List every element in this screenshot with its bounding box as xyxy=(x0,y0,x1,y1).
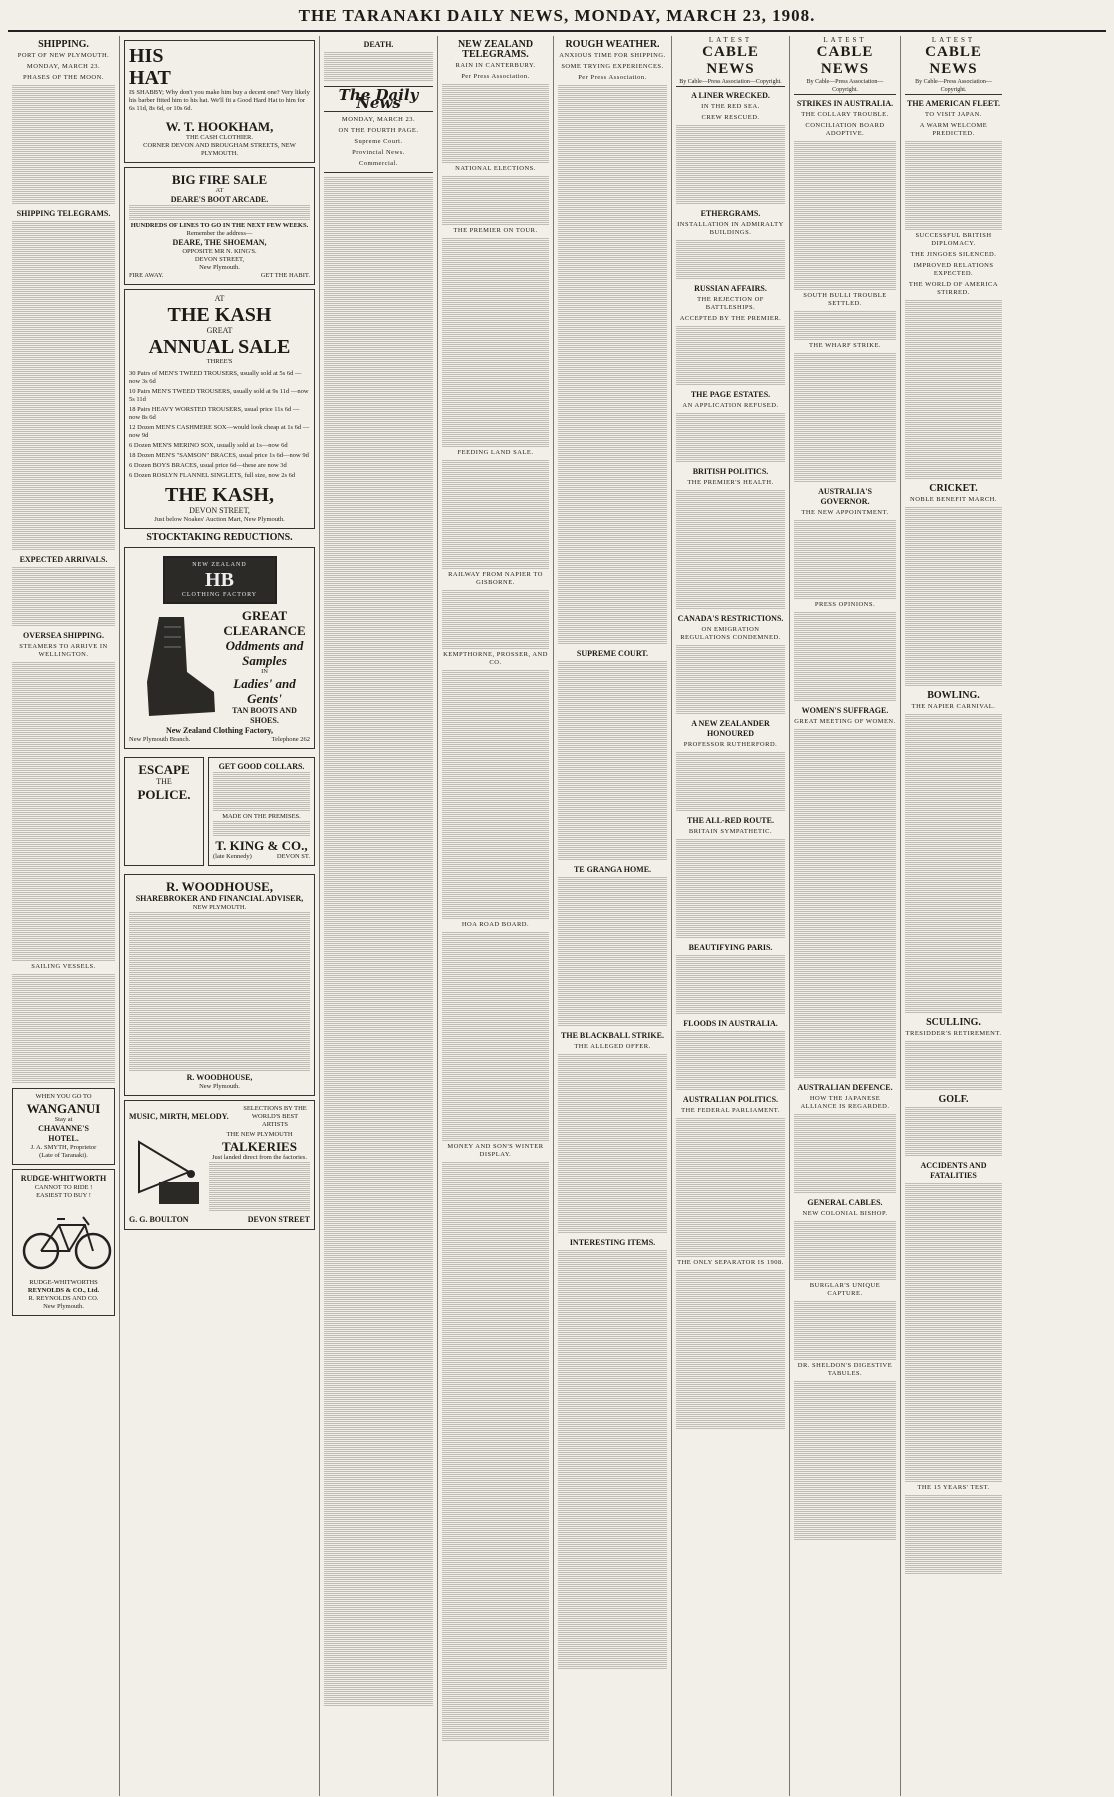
cable-news-header-2: LATEST CABLE NEWS By Cable—Press Association—Copyright. xyxy=(794,36,896,95)
editorial-date: MONDAY, MARCH 23. xyxy=(341,116,416,123)
heading-rough-weather: ROUGH WEATHER. xyxy=(565,39,660,50)
masthead: THE TARANAKI DAILY NEWS, MONDAY, MARCH 23, 1908. xyxy=(8,6,1106,32)
column-nz-telegrams: NEW ZEALAND TELEGRAMS. RAIN IN CANTERBURY. Per Press Association. NATIONAL ELECTIONS. THE PREMIER ON TOUR. FEEDING LAND SALE. RAILWAY FROM NAPIER TO GISBORNE. KEMPTHORNE, PROSSER, AND CO. HOA ROAD BOARD. MONEY AND SON'S WINTER DISPLAY. xyxy=(438,36,554,1796)
port-heading: PORT OF NEW PLYMOUTH. xyxy=(17,52,110,59)
ad-chavannes-hotel: WHEN YOU GO TO WANGANUI Stay at CHAVANNE'S HOTEL. J. A. SMYTH, Proprietor (Late of Taranaki). xyxy=(12,1088,115,1165)
kash-item: 10 Pairs MEN'S TWEED TROUSERS, usually sold at 9s 11d —now 5s 11d xyxy=(129,388,309,403)
fourth-page-heading: ON THE FOURTH PAGE. xyxy=(338,127,419,134)
ad-hookham-hat: HIS HAT IS SHABBY; Why don't you make him buy a decent one? Very likely his barber fitted him to his hat. We'll fit a Good Hard Hat to him for 6s 11d, 8s 6d, or 10s 6d. W. T. HOOKHAM, THE CASH CLOTHIER. CORNER DEVON AND BROUGHAM STREETS, NEW PLYMOUTH. xyxy=(124,40,315,163)
cable-news-header-3: LATEST CABLE NEWS By Cable—Press Association—Copyright. xyxy=(905,36,1002,95)
hb-logo: NEW ZEALAND HB CLOTHING FACTORY xyxy=(163,556,277,604)
bicycle-icon xyxy=(17,1203,117,1273)
kash-item: 30 Pairs of MEN'S TWEED TROUSERS, usually sold at 5s 6d —now 3s 6d xyxy=(129,370,302,385)
cable-news-header-1: LATEST CABLE NEWS By Cable—Press Association—Copyright. xyxy=(676,36,785,87)
column-cable-news-2: LATEST CABLE NEWS By Cable—Press Association—Copyright. STRIKES IN AUSTRALIA. THE COLLARY TROUBLE. CONCILIATION BOARD ADOPTIVE. SOUTH BULLI TROUBLE SETTLED. THE WHARF STRIKE. AUSTRALIA'S GOVERNOR. THE NEW APPOINTMENT. PRESS OPINIONS. WOMEN'S SUFFRAGE. GREAT MEETING OF WOMEN. AUSTRALIAN DEFENCE. HOW THE JAPANESE ALLIANCE IS REGARDED. GENERAL CABLES. NEW COLONIAL BISHOP. BURGLAR'S UNIQUE CAPTURE. DR. SHELDON'S DIGESTIVE TABULES. xyxy=(790,36,901,1796)
daily-news-logo: The Daily News xyxy=(338,86,419,112)
heading-expected-arrivals: EXPECTED ARRIVALS. xyxy=(19,555,108,564)
heading-shipping: SHIPPING. xyxy=(38,39,89,50)
kash-item: 12 Dozen MEN'S CASHMERE SOX—would look cheap at 1s 6d —now 9d xyxy=(129,424,310,439)
ad-the-kash: AT THE KASH GREAT ANNUAL SALE THREE'S 30 Pairs of MEN'S TWEED TROUSERS, usually sold at 5s 6d —now 3s 6d 10 Pairs MEN'S TWEED TROUSERS, usually sold at 9s 11d —now 5s 11d 18 Pairs HEAVY WORSTED TROUSERS, usual price 11s 6d —now 8s 6d 12 Dozen MEN'S CASHMERE SOX—would look cheap at 1s 6d —now 9d 6 Dozen MEN'S MERINO SOX, usually sold at 1s—now 6d 18 Dozen MEN'S "SAMSON" BRACES, usual price 1s 6d—now 9d 6 Dozen BOYS BRACES, usual price 6d—these are now 3d 6 Dozen ROSLYN FLANNEL SINGLETS, full size, now 2s 6d THE KASH, DEVON STREET, Just below Noakes' Auction Mart, New Plymouth. xyxy=(124,289,315,529)
stocktaking-heading: STOCKTAKING REDUCTIONS. xyxy=(146,532,293,543)
kash-item: 6 Dozen MEN'S MERINO SOX, usually sold at 1s—now 6d xyxy=(129,442,288,449)
ad-good-collars: GET GOOD COLLARS. MADE ON THE PREMISES. T. KING & CO., (late Kennedy) DEVON ST. xyxy=(208,757,315,866)
ad-woodhouse: R. WOODHOUSE, SHAREBROKER AND FINANCIAL ADVISER, NEW PLYMOUTH. R. WOODHOUSE, New Plymouth. xyxy=(124,874,315,1096)
heading-shipping-telegrams: SHIPPING TELEGRAMS. xyxy=(16,209,111,218)
ad-escape-police: ESCAPE THE POLICE. xyxy=(124,757,204,866)
kash-item: 6 Dozen ROSLYN FLANNEL SINGLETS, full size, now 2s 6d xyxy=(129,472,296,479)
column-editorial: DEATH. The Daily News MONDAY, MARCH 23. ON THE FOURTH PAGE. Supreme Court. Provincial News. Commercial. xyxy=(320,36,438,1796)
ad-nz-clothing-factory: NEW ZEALAND HB CLOTHING FACTORY GREAT CLEARANCE Oddments and Samples IN Ladies' and Gents' TAN BOOTS AND SHOES. New Zealand Clothing Factory, New Plymouth Branch. Telephone 262 xyxy=(124,547,315,749)
heading-nz-telegrams: NEW ZEALAND TELEGRAMS. xyxy=(457,39,534,60)
heading-death: DEATH. xyxy=(363,40,394,49)
kash-item: 18 Dozen MEN'S "SAMSON" BRACES, usual price 1s 6d—now 9d xyxy=(129,452,309,459)
ad-deare-fire-sale: BIG FIRE SALE AT DEARE'S BOOT ARCADE. HUNDREDS OF LINES TO GO IN THE NEXT FEW WEEKS. Remember the address— DEARE, THE SHOEMAN, OPPOSITE MR N. KING'S. DEVON STREET, New Plymouth. FIRE AWAY. GET THE HABIT. xyxy=(124,167,315,285)
moon-heading: PHASES OF THE MOON. xyxy=(23,74,104,81)
boot-icon xyxy=(129,612,219,722)
column-cable-news-1: LATEST CABLE NEWS By Cable—Press Association—Copyright. A LINER WRECKED. IN THE RED SEA. CREW RESCUED. ETHERGRAMS. INSTALLATION IN ADMIRALTY BUILDINGS. RUSSIAN AFFAIRS. THE REJECTION OF BATTLESHIPS. ACCEPTED BY THE PREMIER. THE PAGE ESTATES. AN APPLICATION REFUSED. BRITISH POLITICS. THE PREMIER'S HEALTH. CANADA'S RESTRICTIONS. ON EMIGRATION REGULATIONS CONDEMNED. A NEW ZEALANDER HONOURED PROFESSOR RUTHERFORD. THE ALL-RED ROUTE. BRITAIN SYMPATHETIC. BEAUTIFYING PARIS. FLOODS IN AUSTRALIA. AUSTRALIAN POLITICS. THE FEDERAL PARLIAMENT. THE ONLY SEPARATOR IS 1908. xyxy=(672,36,790,1796)
column-shipping xyxy=(8,36,120,1796)
heading-oversea-shipping: OVERSEA SHIPPING. xyxy=(23,631,104,640)
heading-steamers: STEAMERS TO ARRIVE IN WELLINGTON. xyxy=(19,643,108,658)
column-cable-news-3: LATEST CABLE NEWS By Cable—Press Association—Copyright. THE AMERICAN FLEET. TO VISIT JAPAN. A WARM WELCOME PREDICTED. SUCCESSFUL BRITISH DIPLOMACY. THE JINGOES SILENCED. IMPROVED RELATIONS EXPECTED. THE WORLD OF AMERICA STIRRED. CRICKET. NOBLE BENEFIT MARCH. BOWLING. THE NAPIER CARNIVAL. SCULLING. TRESIDDER'S RETIREMENT. GOLF. ACCIDENTS AND FATALITIES THE 15 YEARS' TEST. xyxy=(901,36,1006,1796)
shipping-date: MONDAY, MARCH 23. xyxy=(26,63,101,70)
heading-sailing-vessels: SAILING VESSELS. xyxy=(31,963,96,970)
kash-item: 18 Pairs HEAVY WORSTED TROUSERS, usual price 11s 6d —now 8s 6d xyxy=(129,406,300,421)
phonograph-icon xyxy=(129,1132,209,1212)
kash-item: 6 Dozen BOYS BRACES, usual price 6d—these are now 3d xyxy=(129,462,287,469)
column-advertisements xyxy=(120,36,320,1796)
ad-rudge-whitworth: RUDGE-WHITWORTH CANNOT TO RIDE ! EASIEST TO BUY ! RUDGE-WHITWORTHS REYNOLDS & CO., Ltd. R. REYNOLDS AND CO. New Plymouth. xyxy=(12,1169,115,1316)
ad-talkeries: MUSIC, MIRTH, MELODY. SELECTIONS BY THE WORLD'S BEST ARTISTS THE NEW PLYMOUTH TALKERIES Just landed direct from the factories. G. G. BOULTON DEVON STREET xyxy=(124,1100,315,1230)
column-rough-weather: ROUGH WEATHER. ANXIOUS TIME FOR SHIPPING. SOME TRYING EXPERIENCES. Per Press Association. SUPREME COURT. TE GRANGA HOME. THE BLACKBALL STRIKE. THE ALLEGED OFFER. INTERESTING ITEMS. xyxy=(554,36,672,1796)
kash-item-list xyxy=(129,370,310,480)
